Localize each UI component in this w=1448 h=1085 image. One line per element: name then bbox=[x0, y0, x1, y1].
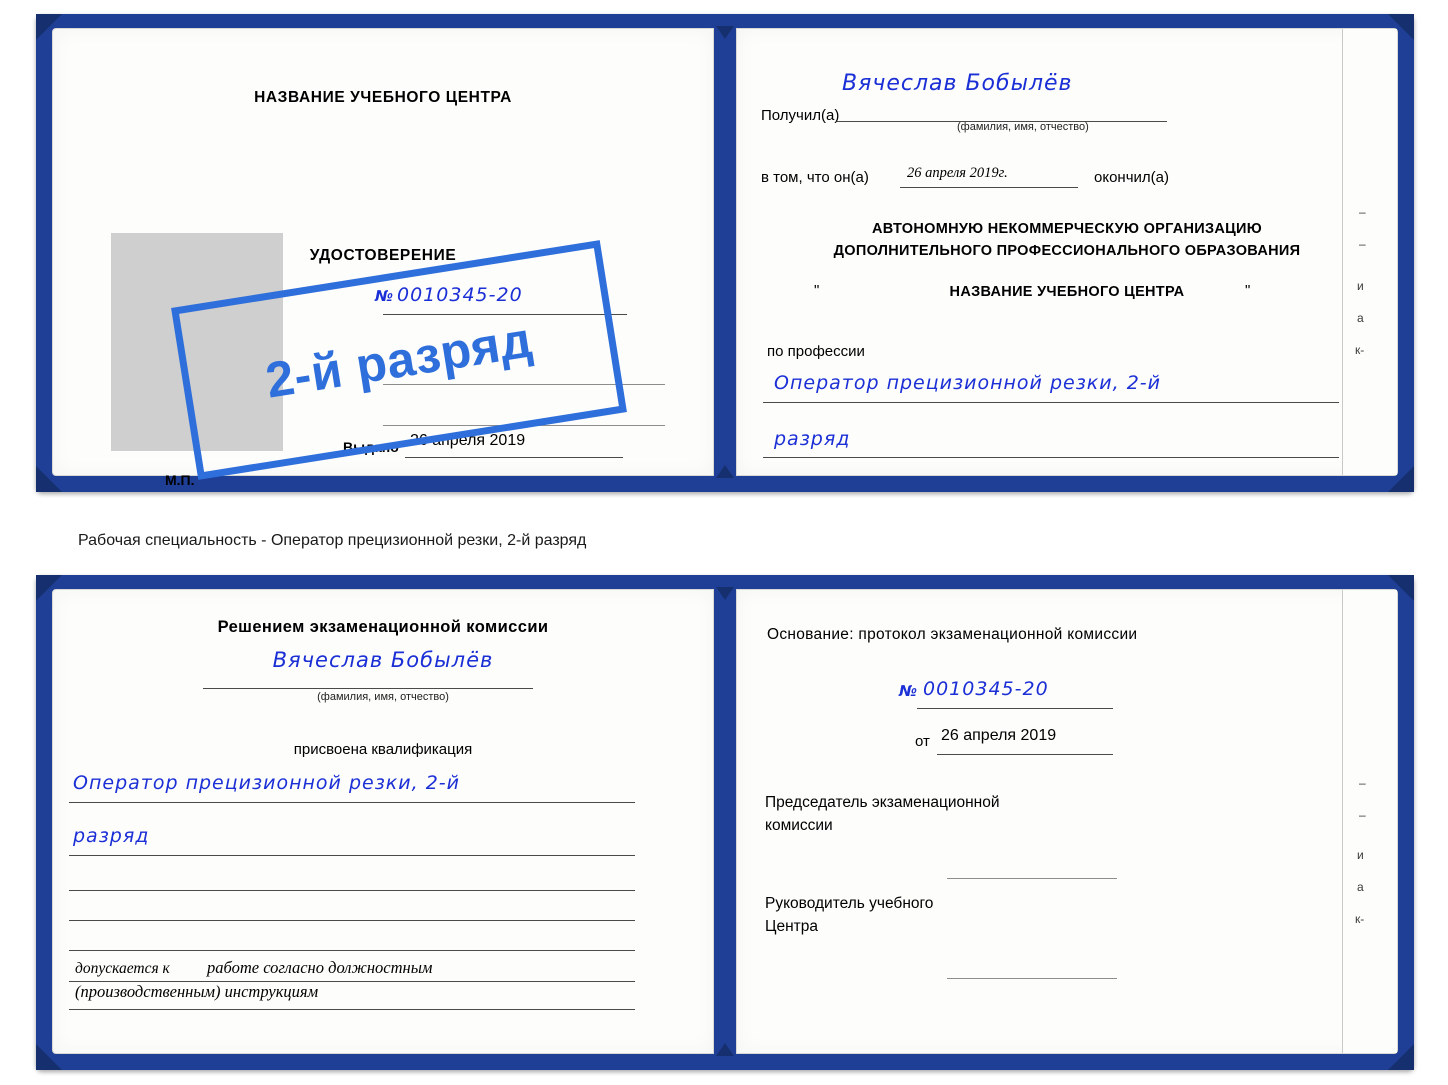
issued-date: 26 апреля 2019 bbox=[410, 432, 526, 449]
page-top-left bbox=[52, 28, 714, 488]
finish-date-rule bbox=[900, 187, 1078, 188]
edge-mark-10: к- bbox=[1355, 912, 1365, 926]
seal-label: М.П. bbox=[165, 472, 195, 488]
qualification-rule-1 bbox=[69, 802, 635, 803]
edge-mark-6: – bbox=[1359, 776, 1366, 790]
profession-rule-1 bbox=[763, 402, 1339, 403]
edge-mark-1: – bbox=[1359, 205, 1366, 219]
issued-label: Выдано bbox=[343, 439, 399, 455]
edge-mark-2: – bbox=[1359, 237, 1366, 251]
edge-mark-3: и bbox=[1357, 279, 1364, 293]
head-signature-rule bbox=[947, 978, 1117, 979]
training-center-name: НАЗВАНИЕ УЧЕБНОГО ЦЕНТРА bbox=[254, 89, 512, 106]
protocol-date-rule bbox=[937, 754, 1113, 755]
basis-label: Основание: протокол экзаменационной комиссии bbox=[767, 626, 1138, 643]
fio-rule-2 bbox=[203, 688, 533, 689]
that-he-label: в том, что он(а) bbox=[761, 169, 869, 186]
protocol-number-rule bbox=[917, 708, 1113, 709]
recipient-fio-2: Вячеслав Бобылёв bbox=[272, 648, 494, 672]
chairman-label-line-1: Председатель экзаменационной bbox=[765, 794, 1000, 811]
certificate-book-bottom bbox=[36, 575, 1414, 1070]
admitted-value-line-2: (производственным) инструкциям bbox=[75, 982, 319, 1001]
organization-line-2: ДОПОЛНИТЕЛЬНОГО ПРОФЕССИОНАЛЬНОГО ОБРАЗОВАНИЯ bbox=[833, 243, 1301, 259]
profession-rule-2 bbox=[763, 457, 1339, 458]
grade-watermark-label: 2-й разряд bbox=[261, 311, 537, 409]
document-type-title: УДОСТОВЕРЕНИЕ bbox=[309, 247, 457, 264]
certificate-book-top bbox=[36, 14, 1414, 492]
quote-close: " bbox=[1245, 282, 1251, 299]
profession-value-line-1: Оператор прецизионной резки, 2-й bbox=[774, 372, 1161, 394]
blank-rule-5 bbox=[69, 950, 635, 951]
head-label-line-2: Центра bbox=[765, 918, 818, 935]
image-caption: Рабочая специальность - Оператор прецизионной резки, 2-й разряд bbox=[78, 532, 587, 549]
certificate-number: 0010345-20 bbox=[397, 284, 523, 306]
quote-open: " bbox=[814, 282, 820, 299]
protocol-date: 26 апреля 2019 bbox=[941, 727, 1057, 744]
admitted-rule-2 bbox=[69, 1009, 635, 1010]
head-label-line-1: Руководитель учебного bbox=[765, 895, 934, 912]
blank-rule-4 bbox=[69, 920, 635, 921]
finish-date: 26 апреля 2019г. bbox=[907, 165, 1008, 181]
chairman-signature-rule bbox=[947, 878, 1117, 879]
received-label: Получил(а) bbox=[761, 107, 840, 124]
blank-rule-3 bbox=[69, 890, 635, 891]
qualification-rule-2 bbox=[69, 855, 635, 856]
book-spine-top bbox=[714, 28, 736, 476]
graduated-label: окончил(а) bbox=[1094, 169, 1169, 186]
issued-date-rule bbox=[405, 457, 623, 458]
from-label: от bbox=[915, 733, 930, 750]
qualification-line-1: Оператор прецизионной резки, 2-й bbox=[73, 772, 460, 794]
edge-mark-9: а bbox=[1357, 880, 1364, 894]
page-edge-column-bottom bbox=[1342, 590, 1397, 1053]
protocol-number: 0010345-20 bbox=[923, 678, 1049, 700]
commission-decision-title: Решением экзаменационной комиссии bbox=[217, 618, 549, 636]
fio-hint: (фамилия, имя, отчество) bbox=[957, 121, 1089, 133]
profession-label: по профессии bbox=[767, 343, 865, 360]
organization-line-3: НАЗВАНИЕ УЧЕБНОГО ЦЕНТРА bbox=[949, 284, 1185, 300]
organization-line-1: АВТОНОМНУЮ НЕКОММЕРЧЕСКУЮ ОРГАНИЗАЦИЮ bbox=[871, 221, 1263, 237]
page-bottom-right bbox=[736, 589, 1398, 1054]
edge-mark-5: к- bbox=[1355, 343, 1365, 357]
number-sign: № bbox=[375, 287, 395, 305]
admitted-label: допускается к bbox=[75, 960, 170, 977]
qualification-line-2: разряд bbox=[73, 825, 150, 847]
edge-mark-7: – bbox=[1359, 808, 1366, 822]
page-edge-column-top bbox=[1342, 29, 1397, 475]
profession-value-line-2: разряд bbox=[774, 428, 851, 450]
page-top-right bbox=[736, 28, 1398, 476]
assigned-qualification-label: присвоена квалификация bbox=[293, 741, 473, 758]
edge-mark-4: а bbox=[1357, 311, 1364, 325]
admitted-value-line-1: работе согласно должностным bbox=[207, 958, 433, 977]
chairman-label-line-2: комиссии bbox=[765, 817, 833, 834]
edge-mark-8: и bbox=[1357, 848, 1364, 862]
recipient-fio: Вячеслав Бобылёв bbox=[842, 71, 1073, 96]
protocol-number-sign: № bbox=[899, 682, 919, 700]
fio-hint-2: (фамилия, имя, отчество) bbox=[317, 691, 449, 703]
book-spine-bottom bbox=[714, 589, 736, 1054]
page-bottom-left bbox=[52, 589, 714, 1054]
